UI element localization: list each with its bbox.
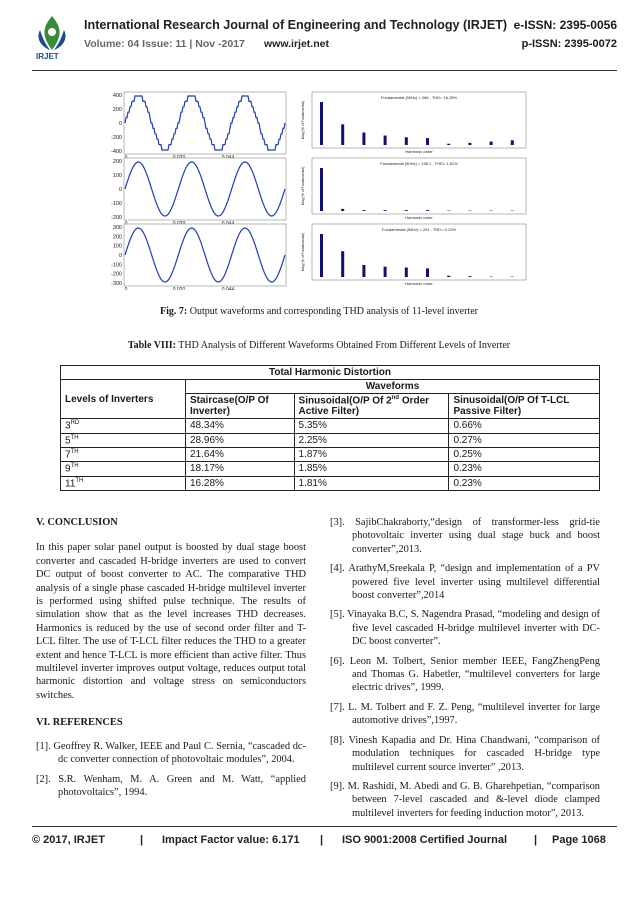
thd-value-cell: 21.64%: [186, 447, 295, 461]
level-cell: 11TH: [61, 476, 186, 490]
spectrum-xlabel: Harmonic order: [405, 281, 433, 286]
table-row: [61, 433, 600, 447]
y-tick-label: 0: [118, 187, 122, 193]
footer-page: Page 1068: [552, 834, 606, 846]
spectrum-frame: [312, 158, 526, 214]
conclusion-text: In this paper solar panel output is boosted by dual stage boost converter and cascaded H-bridge inverters are used to convert DC output of boost converter to AC. The comparative THD analysis of a single phase cascaded H-bridge multilevel inverter is performed using shifted pulse technique. The results of simulation show that as the level increases THD decreases. Harmonics is reduced by the use of second order filter and T-LCL filter. The use of T-LCL filter reduces the THD to a greater extent and hence T-LCL is more efficient than active filter. Thus multilevel inverter improves output voltage, reduces output total harmonic distortion and voltage stress on semiconductors switches.: [36, 542, 306, 701]
harmonic-bar: [490, 142, 493, 145]
harmonic-bar: [320, 168, 323, 211]
reference-3: [3]. SajibChakraborty,“design of transformer-less grid-tie photovoltaic inverter using dual stage buck and boost converter”,2013.: [330, 517, 600, 555]
reference-9: [9]. M. Rashidi, M. Abedi and G. B. Gharehpetian, “comparison between 7-level cascaded and &-level diode clamped multilevel inverters for feeding induction motor”, 2013.: [330, 780, 600, 819]
thd-value-cell: 1.87%: [294, 447, 449, 461]
logo-text: IRJET: [36, 52, 59, 61]
y-tick-label: 400: [112, 93, 122, 99]
spectrum-xlabel: Harmonic order: [405, 149, 433, 154]
harmonic-bar: [362, 133, 365, 145]
harmonic-bar: [468, 143, 471, 145]
harmonic-bar: [341, 209, 344, 211]
spectrum-ylabel: Mag (% of Fundamental): [301, 166, 305, 206]
thd-value-cell: 0.23%: [449, 462, 600, 476]
y-tick-label: 100: [112, 173, 122, 179]
reference-7: [7]. L. M. Tolbert and F. Z. Peng, “multilevel inverter for large automotive drives”,1997.: [330, 701, 600, 727]
y-tick-label: -300: [110, 281, 122, 287]
table-caption-text: THD Analysis of Different Waveforms Obtained From Different Levels of Inverter: [175, 340, 511, 351]
thd-value-cell: 48.34%: [186, 419, 295, 433]
thd-value-cell: 2.25%: [294, 433, 449, 447]
spectrum-ylabel: Mag (% of Fundamental): [301, 232, 305, 272]
irjet-logo-icon: [34, 12, 70, 56]
harmonic-bar: [320, 234, 323, 277]
table-row: [61, 447, 600, 461]
table-caption: [0, 340, 638, 351]
spectrum-ylabel: Mag (% of Fundamental): [301, 100, 305, 140]
thd-value-cell: 1.85%: [294, 462, 449, 476]
y-tick-label: -200: [110, 271, 122, 278]
reference-8: [8]. Vinesh Kapadia and Dr. Hina Chandwani, “comparison of modulation techniques for cascaded H-bridge type multilevel current source inverter” ,2013.: [330, 734, 600, 773]
reference-1: [1]. Geoffrey R. Walker, IEEE and Paul C. Sernia, “cascaded dc- dc converter connection of photovoltaic modules”, 2004.: [36, 740, 306, 766]
harmonic-bar: [426, 138, 429, 145]
table-row: [61, 476, 600, 490]
thd-value-cell: 0.27%: [449, 433, 600, 447]
harmonic-bar: [511, 140, 514, 145]
y-tick-label: 200: [112, 107, 122, 113]
level-cell: 7TH: [61, 447, 186, 461]
journal-title: International Research Journal of Engineering and Technology (IRJET): [84, 18, 508, 32]
footer-separator: |: [320, 834, 324, 846]
footer-impact: Impact Factor value: 6.171: [162, 834, 300, 846]
x-tick-label: 0.020: [172, 287, 186, 290]
x-tick-label: 0: [124, 287, 128, 290]
y-tick-label: 100: [112, 243, 122, 250]
right-column: [330, 516, 600, 826]
y-tick-label: 200: [112, 234, 122, 241]
thd-value-cell: 16.28%: [186, 476, 295, 490]
spectrum-title: Fundamental (50Hz) = 261 , THD= 0.23%: [382, 227, 456, 232]
harmonic-bar: [405, 268, 408, 277]
x-tick-label: 0.044: [221, 287, 235, 290]
col-header-staircase: Staircase(O/P Of Inverter): [186, 394, 295, 419]
harmonic-bar: [468, 276, 471, 277]
footer-separator: |: [140, 834, 144, 846]
y-tick-label: 0: [118, 121, 122, 127]
y-tick-label: 0: [118, 253, 122, 259]
group-header: Waveforms: [186, 380, 600, 394]
footer-iso: ISO 9001:2008 Certified Journal: [342, 834, 508, 846]
website-link[interactable]: www.irjet.net: [264, 38, 329, 50]
level-cell: 5TH: [61, 433, 186, 447]
spectrum-xlabel: Harmonic order: [405, 215, 433, 220]
thd-value-cell: 18.17%: [186, 462, 295, 476]
references-heading: VI. REFERENCES: [36, 717, 123, 729]
level-cell: 3RD: [61, 419, 186, 433]
harmonic-bar: [426, 268, 429, 277]
footer-separator: |: [534, 834, 538, 846]
col-header-active: Sinusoidal(O/P Of 2nd Order Active Filter): [294, 394, 449, 419]
thd-value-cell: 0.23%: [449, 476, 600, 490]
page-header: [32, 8, 617, 64]
harmonic-bar: [384, 136, 387, 145]
header-rule: [32, 70, 617, 71]
left-column: [36, 516, 306, 805]
y-tick-label: 300: [112, 225, 122, 231]
thd-value-cell: 1.81%: [294, 476, 449, 490]
thd-value-cell: 0.25%: [449, 447, 600, 461]
conclusion-heading: V. CONCLUSION: [36, 517, 118, 528]
harmonic-bar: [447, 276, 450, 277]
reference-6: [6]. Leon M. Tolbert, Senior member IEEE, FangZhengPeng and Thomas G. Habetler, “multilevel converters for large electric drives”, 1999.: [330, 655, 600, 694]
table-title: Total Harmonic Distortion: [61, 366, 600, 380]
p-issn: p-ISSN: 2395-0072: [521, 38, 617, 50]
reference-5: [5]. Vinayaka B.C, S. Nagendra Prasad, “modeling and design of five level cascaded H-bridge multilevel inverter with DC-DC boost converter”.: [330, 609, 600, 648]
harmonic-bar: [341, 251, 344, 277]
harmonic-bar: [362, 265, 365, 277]
table-row: [61, 419, 600, 433]
e-issn: e-ISSN: 2395-0056: [513, 18, 617, 32]
spectrum-title: Fundamental (50Hz) = 286 , THD= 16.28%: [380, 95, 458, 100]
y-tick-label: -200: [110, 215, 122, 221]
y-tick-label: 200: [112, 159, 122, 165]
y-tick-label: -200: [110, 135, 122, 141]
table-row: [61, 462, 600, 476]
harmonic-bar: [426, 210, 429, 211]
figure-caption-text: Output waveforms and corresponding THD analysis of 11-level inverter: [187, 306, 478, 317]
figure-caption-label: Fig. 7:: [160, 306, 188, 317]
figure-7: [100, 88, 530, 290]
volume-issue: Volume: 04 Issue: 11 | Nov -2017: [84, 38, 245, 50]
harmonic-bar: [384, 210, 387, 211]
thd-value-cell: 5.35%: [294, 419, 449, 433]
thd-value-cell: 0.66%: [449, 419, 600, 433]
row-header: Levels of Inverters: [61, 380, 186, 419]
footer-copyright: © 2017, IRJET: [32, 834, 105, 846]
figure-caption: [0, 306, 638, 317]
thd-table: [60, 365, 600, 491]
reference-2: [2]. S.R. Wenham, M. A. Green and M. Watt, “applied photovoltaics”, 1994.: [36, 773, 306, 798]
level-cell: 9TH: [61, 462, 186, 476]
harmonic-bar: [405, 210, 408, 211]
harmonic-bar: [447, 144, 450, 145]
harmonic-bar: [320, 102, 323, 145]
y-tick-label: -100: [110, 262, 122, 269]
y-tick-label: -100: [110, 201, 122, 207]
thd-value-cell: 28.96%: [186, 433, 295, 447]
harmonic-bar: [384, 267, 387, 277]
table-caption-label: Table VIII:: [127, 340, 176, 351]
col-header-passive: Sinusoidal(O/P Of T-LCL Passive Filter): [449, 394, 600, 419]
reference-4: [4]. ArathyM,Sreekala P, “design and implementation of a PV powered five level inverter using multilevel differential boost converter”,2014: [330, 563, 600, 602]
y-tick-label: -400: [110, 149, 122, 155]
harmonic-bar: [362, 210, 365, 211]
footer-rule: [32, 826, 617, 827]
harmonic-bar: [341, 124, 344, 145]
spectrum-title: Fundamental (50Hz) = 195.1 , THD= 1.81%: [380, 161, 458, 166]
harmonic-bar: [405, 137, 408, 145]
